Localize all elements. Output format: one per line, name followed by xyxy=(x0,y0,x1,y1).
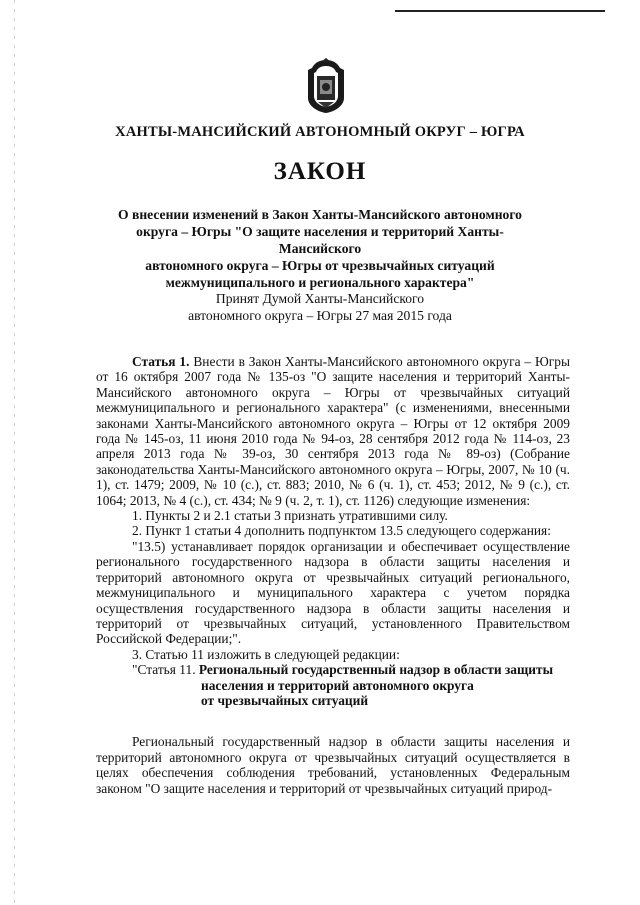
article-11-heading xyxy=(96,662,570,677)
law-body xyxy=(96,354,570,796)
list-item: 2. Пункт 1 статьи 4 дополнить подпунктом 13.5 следующего содержания: xyxy=(132,523,551,539)
document-type-heading: ЗАКОН xyxy=(273,158,367,185)
adoption-line: Принят Думой Ханты-Мансийского xyxy=(215,291,425,306)
subtitle-line: автономного округа – Югры от чрезвычайных ситуаций xyxy=(145,258,495,273)
adoption-line: автономного округа – Югры 27 мая 2015 года xyxy=(188,308,452,323)
article-1-paragraph xyxy=(96,354,570,508)
adoption-note xyxy=(120,290,520,324)
section-gap xyxy=(96,708,570,734)
article-11-title-line: населения и территорий автономного округа xyxy=(201,677,474,693)
list-item: 1. Пункты 2 и 2.1 статьи 3 признать утратившими силу. xyxy=(132,508,448,524)
article-1-label: Статья 1. xyxy=(132,354,190,369)
article-11-title-line: от чрезвычайных ситуаций xyxy=(201,692,369,708)
closing-paragraph: Региональный государственный надзор в области защиты населения и территорий автономного округа от чрезвычайных ситуаций осуществляется в целях обеспечения соблюдения требований, установленных Федеральным законом "О защите населения и территорий от чрезвычайных ситуаций природ- xyxy=(96,734,570,796)
subtitle-line: О внесении изменений в Закон Ханты-Мансийского автономного xyxy=(118,207,522,222)
article-11-label: "Статья 11. xyxy=(132,662,196,678)
article-11-title: Региональный государственный надзор в области защиты xyxy=(198,662,554,678)
article-1-text: Внести в Закон Ханты-Мансийского автономного округа – Югры от 16 октября 2007 года № 135-оз "О защите населения и территорий Ханты-Мансийского автономного округа – Югры от чрезвычайных ситуаций межмуниципального и регионального характера" (с изменениями, внесенными законами Ханты-Мансийского автономного округа – Югры от 12 октября 2009 года № 145-оз, 11 июня 2010 года № 94-оз, 28 сентября 2012 года № 114-оз, 23 апреля 2013 года № 39-оз, 30 сентября 2013 года № 89-оз) (Собрание законодательства Ханты-Мансийского автономного округа – Югры, 2007, № 10 (ч. 1), ст. 1479; 2009, № 10 (с.), ст. 883; 2010, № 6 (ч. 1), ст. 453; 2012, № 9 (с.), ст. 1064; 2013, № 4 (с.), ст. 434; № 9 (ч. 2, т. 1), ст. 1126) следующие изменения: xyxy=(96,354,570,508)
law-subtitle xyxy=(110,206,530,291)
subtitle-line: межмуниципального и регионального характера" xyxy=(165,275,475,290)
top-rule xyxy=(395,10,605,12)
list-item: "13.5) устанавливает порядок организации и обеспечивает осуществление регионального государственного надзора в области защиты населения и территорий автономного округа от чрезвычайных ситуаций регионального, межмуниципального и муниципального характера с учетом порядка осуществления государственного надзора в области защиты населения и территорий от чрезвычайных ситуаций, установленного Правительством Российской Федерации;". xyxy=(96,538,570,647)
coat-of-arms-emblem xyxy=(304,58,348,114)
region-title: ХАНТЫ-МАНСИЙСКИЙ АВТОНОМНЫЙ ОКРУГ – ЮГРА xyxy=(115,124,525,140)
list-item: 3. Статью 11 изложить в следующей редакции: xyxy=(132,646,400,662)
subtitle-line: округа – Югры "О защите населения и территорий Ханты-Мансийского xyxy=(136,224,504,256)
